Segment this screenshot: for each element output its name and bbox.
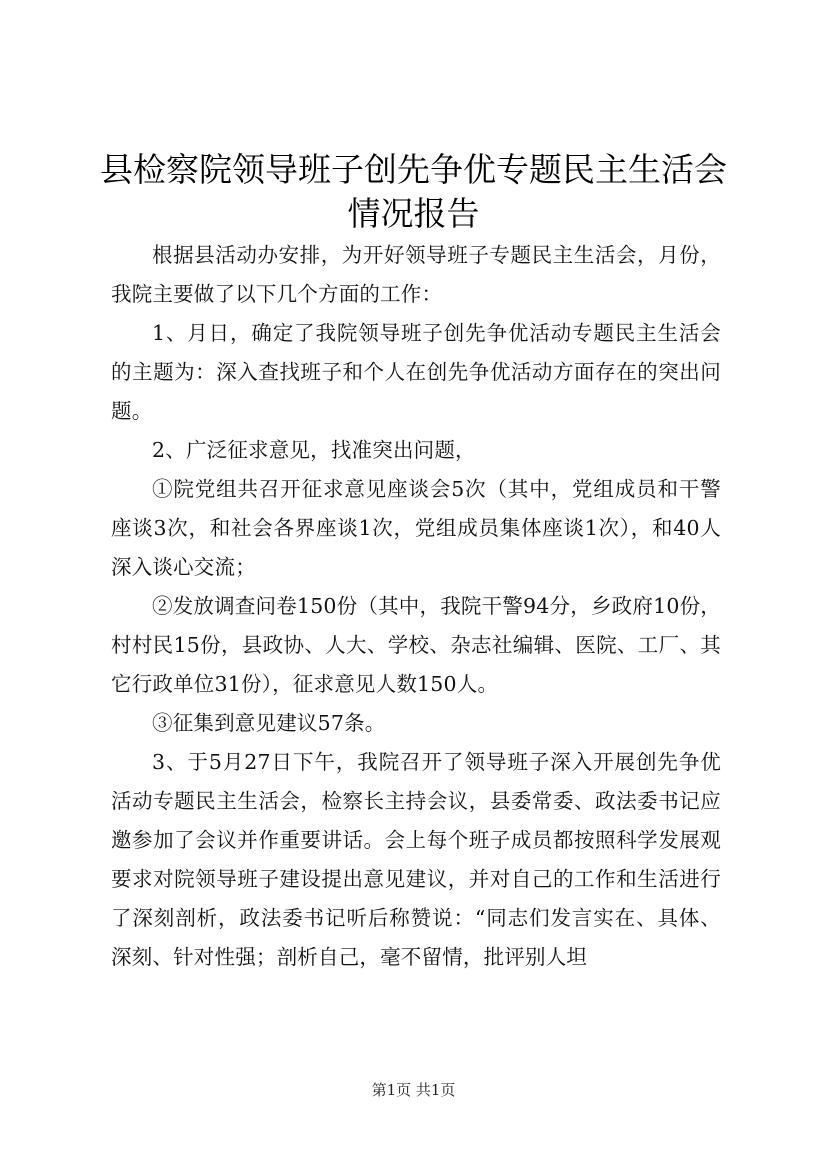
paragraph-intro: 根据县活动办安排，为开好领导班子专题民主生活会，月份，我院主要做了以下几个方面的工作：: [111, 243, 721, 306]
paragraph-subitem-1: ①院党组共召开征求意见座谈会5次（其中，党组成员和干警座谈3次，和社会各界座谈1次，党组成员集体座谈1次），和40人深入谈心交流；: [111, 477, 721, 579]
document-body: [111, 236, 721, 977]
paragraph-subitem-2: ②发放调查问卷150份（其中，我院干警94分，乡政府10份，村村民15份，县政协、人大、学校、杂志社编辑、医院、工厂、其它行政单位31份），征求意见人数150人。: [111, 594, 721, 696]
paragraph-item-2: 2、广泛征求意见，找准突出问题，: [152, 438, 476, 462]
paragraph-item-3: 3、于5月27日下午，我院召开了领导班子深入开展创先争优活动专题民主生活会，检察长主持会议，县委常委、政法委书记应邀参加了会议并作重要讲话。会上每个班子成员都按照科学发展观要求对院领导班子建设提出意见建议，并对自己的工作和生活进行了深刻剖析，政法委书记听后称赞说：“同志们发言实在、具体、深刻、针对性强；剖析自己，毫不留情，批评别人坦: [111, 750, 721, 969]
page-footer: 第1页 共1页: [371, 1081, 456, 1099]
paragraph-item-1: 1、月日，确定了我院领导班子创先争优活动专题民主生活会的主题为：深入查找班子和个人在创先争优活动方面存在的突出问题。: [111, 321, 721, 423]
paragraph-subitem-3: ③征集到意见建议57条。: [152, 711, 386, 735]
document-title: 县检察院领导班子创先争优专题民主生活会情况报告: [100, 150, 727, 233]
